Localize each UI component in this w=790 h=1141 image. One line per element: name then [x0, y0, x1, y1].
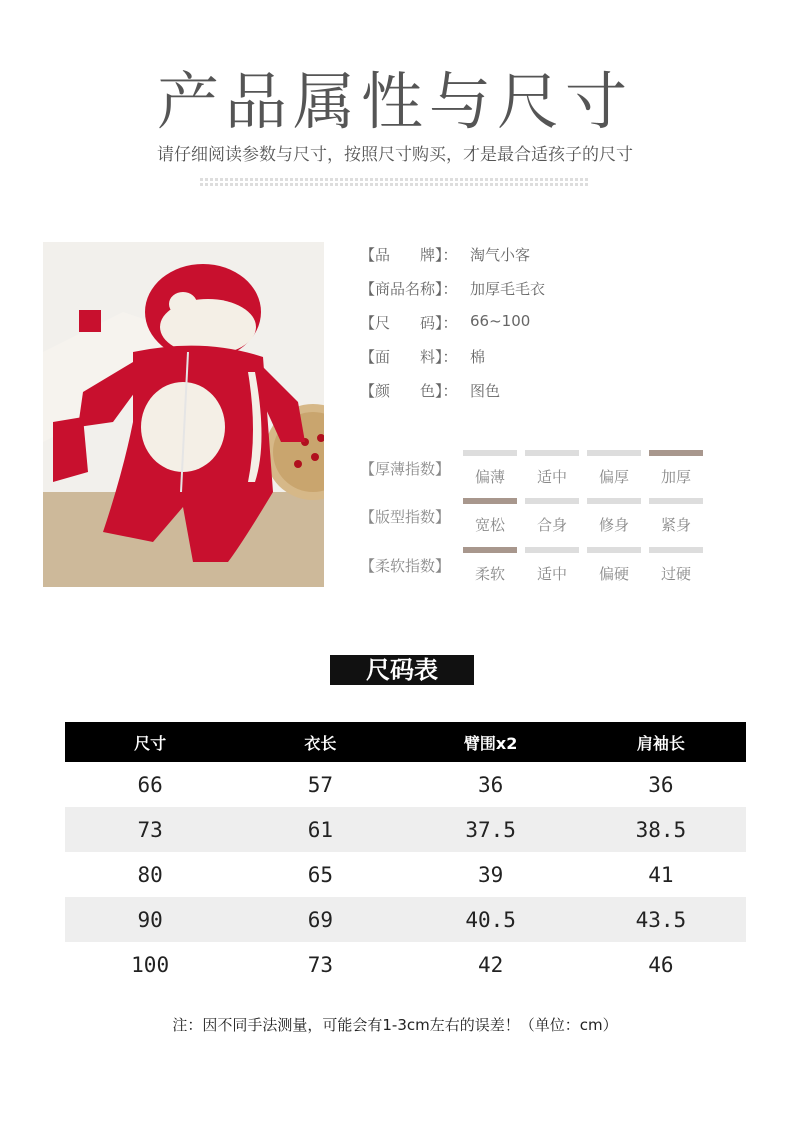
index-bar — [525, 547, 579, 553]
attribute-value: 图色 — [470, 382, 501, 400]
column-header: 衣长 — [235, 722, 405, 762]
page-title: 产品属性与尺寸 — [156, 65, 633, 138]
index-option — [649, 450, 703, 487]
table-row — [65, 807, 746, 852]
table-cell: 41 — [648, 862, 674, 887]
table-cell: 66 — [137, 772, 163, 797]
table-cell: 37.5 — [406, 807, 576, 852]
table-cell: 57 — [307, 772, 334, 797]
attribute-row-fabric — [360, 346, 545, 380]
index-option — [587, 450, 641, 487]
table-row — [65, 897, 746, 942]
table-cell: 90 — [65, 897, 235, 942]
option-label: 宽松 — [474, 516, 505, 534]
attribute-row-size — [360, 312, 545, 346]
table-cell: 80 — [137, 862, 163, 887]
page-subtitle: 请仔细阅读参数与尺寸，按照尺寸购买，才是最合适孩子的尺寸 — [157, 145, 633, 165]
index-option — [463, 450, 517, 487]
index-bar — [525, 450, 579, 456]
index-label: 【柔软指数】 — [360, 557, 451, 575]
table-row — [65, 762, 746, 807]
attribute-row-color — [360, 380, 545, 414]
table-cell: 38.5 — [576, 807, 746, 852]
size-chart-title: 尺码表 — [330, 655, 474, 685]
attribute-value: 棉 — [470, 348, 486, 366]
index-bar — [587, 498, 641, 504]
attribute-value: 淘气小客 — [470, 246, 531, 264]
index-option — [525, 547, 579, 584]
index-bar — [525, 498, 579, 504]
column-header: 尺寸 — [65, 722, 235, 762]
attribute-value: 66~100 — [470, 312, 531, 330]
table-header-row — [65, 722, 746, 762]
attribute-list — [360, 244, 545, 414]
attribute-label: 【品 牌】： — [360, 246, 458, 264]
option-label: 偏薄 — [474, 468, 505, 486]
attribute-label: 【尺 码】： — [360, 314, 458, 332]
option-label: 过硬 — [660, 565, 691, 583]
index-bar-selected — [649, 450, 703, 456]
index-option — [525, 450, 579, 487]
table-cell: 61 — [235, 807, 405, 852]
column-header: 臂围x2 — [406, 722, 576, 762]
attribute-label: 【商品名称】： — [360, 280, 458, 298]
table-cell: 43.5 — [576, 897, 746, 942]
product-photo — [43, 242, 324, 587]
table-cell: 40.5 — [406, 897, 576, 942]
table-cell: 42 — [477, 952, 504, 977]
option-label: 适中 — [536, 565, 567, 583]
index-bar — [463, 450, 517, 456]
table-cell: 36 — [648, 772, 674, 797]
option-label: 偏厚 — [598, 468, 629, 486]
table-row — [65, 942, 746, 987]
option-label: 偏硬 — [598, 565, 629, 583]
table-cell: 73 — [65, 807, 235, 852]
table-cell: 69 — [235, 897, 405, 942]
measurement-note: 注：因不同手法测量，可能会有1-3cm左右的误差！（单位：cm） — [172, 1016, 618, 1034]
index-bar — [587, 547, 641, 553]
table-cell: 100 — [131, 952, 170, 977]
index-option — [587, 547, 641, 584]
attribute-row-brand — [360, 244, 545, 278]
option-label: 加厚 — [660, 468, 691, 486]
attribute-label: 【颜 色】： — [360, 382, 458, 400]
index-bar-selected — [463, 547, 517, 553]
option-label: 修身 — [598, 516, 629, 534]
index-option — [463, 498, 517, 535]
table-row — [65, 852, 746, 897]
table-cell: 46 — [648, 952, 674, 977]
index-bar-selected — [463, 498, 517, 504]
index-bar — [649, 547, 703, 553]
table-cell: 39 — [477, 862, 504, 887]
index-option — [587, 498, 641, 535]
attribute-label: 【面 料】： — [360, 348, 458, 366]
option-label: 合身 — [536, 516, 567, 534]
index-option — [463, 547, 517, 584]
table-cell: 36 — [477, 772, 504, 797]
size-table — [65, 722, 746, 987]
decorative-fineprint — [200, 176, 590, 188]
attribute-row-name — [360, 278, 545, 312]
option-label: 紧身 — [660, 516, 691, 534]
attribute-value: 加厚毛毛衣 — [470, 280, 546, 298]
index-option — [649, 547, 703, 584]
index-option — [525, 498, 579, 535]
index-bar — [587, 450, 641, 456]
table-cell: 65 — [307, 862, 334, 887]
index-label: 【版型指数】 — [360, 508, 451, 526]
index-option — [649, 498, 703, 535]
option-label: 适中 — [536, 468, 567, 486]
table-cell: 73 — [307, 952, 334, 977]
index-label: 【厚薄指数】 — [360, 460, 451, 478]
column-header: 肩袖长 — [576, 722, 746, 762]
option-label: 柔软 — [474, 565, 505, 583]
index-bar — [649, 498, 703, 504]
romper-illustration — [43, 242, 324, 587]
